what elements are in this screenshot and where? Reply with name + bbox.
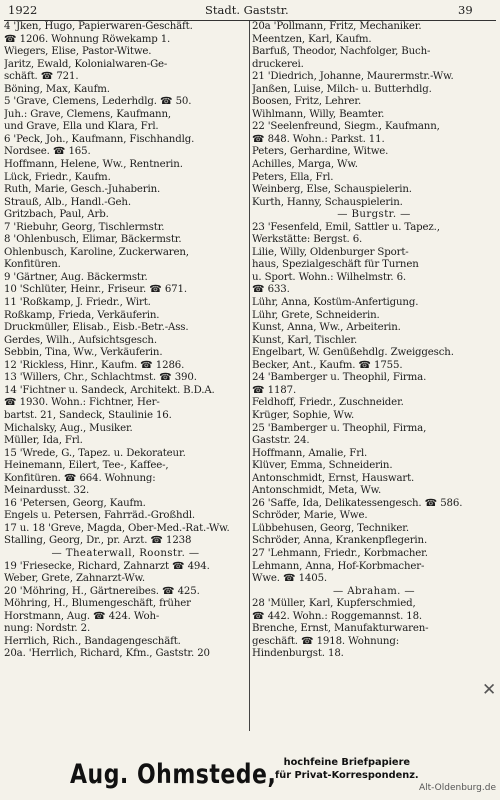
directory-entry-line: Kunst, Anna, Ww., Arbeiterin. xyxy=(252,322,401,334)
directory-entry-line: Engels u. Petersen, Fahrräd.-Großhdl. xyxy=(4,510,196,522)
directory-entry-line: Lühr, Grete, Schneiderin. xyxy=(252,309,380,321)
advert-brand: Aug. Ohmstede, xyxy=(70,760,277,790)
directory-entry-line: Engelbart, W. Genüßehdlg. Zweiggesch. xyxy=(252,347,454,359)
directory-entry-line: 14 'Fichtner u. Sandeck, Architekt. B.D.A. xyxy=(4,384,215,396)
right-column xyxy=(252,21,496,746)
header-year: 1922 xyxy=(8,3,38,17)
directory-entry-line: ☎ 848. Wohn.: Parkst. 11. xyxy=(252,133,385,145)
directory-entry-line: 27 'Lehmann, Friedr., Korbmacher. xyxy=(252,547,428,559)
directory-entry-line: 9 'Gärtner, Aug. Bäckermstr. xyxy=(4,271,148,283)
section-heading: — Theaterwall, Roonstr. — xyxy=(51,547,200,559)
section-heading: — Abraham. — xyxy=(332,585,415,597)
directory-entry-line: Becker, Ant., Kaufm. ☎ 1755. xyxy=(252,359,403,371)
directory-entry-line: Sebbin, Tina, Ww., Verkäuferin. xyxy=(4,347,163,359)
directory-entry-line: Ohlenbusch, Karoline, Zuckerwaren, xyxy=(4,246,189,258)
column-divider xyxy=(249,21,250,731)
directory-entry-line: Kunst, Karl, Tischler. xyxy=(252,334,358,346)
directory-entry-line: 20a 'Pollmann, Fritz, Mechaniker. xyxy=(252,21,422,32)
directory-entry-line: Horstmann, Aug. ☎ 424. Woh- xyxy=(4,610,160,622)
directory-entry-line: Schröder, Marie, Wwe. xyxy=(252,510,368,522)
directory-entry-line: Lilie, Willy, Oldenburger Sport- xyxy=(252,246,409,258)
directory-entry-line: 12 'Rickless, Hinr., Kaufm. ☎ 1286. xyxy=(4,359,185,371)
directory-entry-line: nung: Nordstr. 2. xyxy=(4,623,91,635)
directory-entry-line: ☎ 1206. Wohnung Röwekamp 1. xyxy=(4,33,171,45)
margin-x-mark: ✕ xyxy=(482,680,497,700)
header-title: Stadt. Gaststr. xyxy=(205,3,289,17)
directory-entry-line: Antonschmidt, Ernst, Hauswart. xyxy=(252,472,415,484)
directory-entry-line: Hoffmann, Helene, Ww., Rentnerin. xyxy=(4,159,183,171)
advert-tagline-line-1: hochfeine Briefpapiere xyxy=(283,757,411,768)
directory-entry-line: Möhring, H., Blumengeschäft, früher xyxy=(4,598,191,610)
left-column xyxy=(4,21,247,746)
directory-entry-line: Strauß, Alb., Handl.-Geh. xyxy=(4,196,131,208)
directory-entry-line: Peters, Gerhardine, Witwe. xyxy=(252,146,389,158)
advert-tagline xyxy=(275,756,419,782)
directory-entry-line: druckerei. xyxy=(252,58,304,70)
directory-entry-line: Konfitüren. xyxy=(4,259,61,271)
directory-entry-line: 10 'Schlüter, Heinr., Friseur. ☎ 671. xyxy=(4,284,187,296)
directory-entry-line: 21 'Diedrich, Johanne, Maurermstr.-Ww. xyxy=(252,71,454,83)
directory-entry-line: Janßen, Luise, Milch- u. Butterhdlg. xyxy=(252,83,432,95)
directory-entry-line: 13 'Willers, Chr., Schlachtmst. ☎ 390. xyxy=(4,372,197,384)
directory-entry-line: Achilles, Marga, Ww. xyxy=(252,159,358,171)
directory-entry-line: Brenche, Ernst, Manufakturwaren- xyxy=(252,623,429,635)
section-heading: — Burgstr. — xyxy=(337,209,411,221)
directory-entry-line: Lück, Friedr., Kaufm. xyxy=(4,171,111,183)
directory-entry-line: bartst. 21, Sandeck, Staulinie 16. xyxy=(4,409,172,421)
directory-entry-line: 15 'Wrede, G., Tapez. u. Dekorateur. xyxy=(4,447,186,459)
directory-entry-line: 20a. 'Herrlich, Richard, Kfm., Gaststr. 20 xyxy=(4,648,210,660)
directory-entry-line: 16 'Petersen, Georg, Kaufm. xyxy=(4,497,146,509)
directory-entry-line: Roßkamp, Frieda, Verkäuferin. xyxy=(4,309,160,321)
directory-entry-line: Werkstätte: Bergst. 6. xyxy=(252,234,363,246)
directory-entry-line: Druckmüller, Elisab., Eisb.-Betr.-Ass. xyxy=(4,322,189,334)
directory-entry-line: 22 'Seelenfreund, Siegm., Kaufmann, xyxy=(252,121,440,133)
directory-entry-line: ☎ 633. xyxy=(252,284,290,296)
directory-entry-line: Juh.: Grave, Clemens, Kaufmann, xyxy=(4,108,171,120)
directory-entry-line: Herrlich, Rich., Bandagengeschäft. xyxy=(4,635,181,647)
directory-entry-line: Schröder, Anna, Krankenpflegerin. xyxy=(252,535,428,547)
directory-entry-line: Barfuß, Theodor, Nachfolger, Buch- xyxy=(252,46,431,58)
directory-entry-line: Lehmann, Anna, Hof-Korbmacher- xyxy=(252,560,425,572)
directory-entry-line: Hindenburgst. 18. xyxy=(252,648,344,660)
directory-entry-line: 4 'Jken, Hugo, Papierwaren-Geschäft. xyxy=(4,21,193,32)
directory-entry-line: ☎ 442. Wohn.: Roggemannst. 18. xyxy=(252,610,423,622)
directory-entry-line: Heinemann, Eilert, Tee-, Kaffee-, xyxy=(4,460,169,472)
directory-entry-line: 19 'Friesecke, Richard, Zahnarzt ☎ 494. xyxy=(4,560,210,572)
directory-entry-line: Michalsky, Aug., Musiker. xyxy=(4,422,133,434)
directory-entry-line: Hoffmann, Amalie, Frl. xyxy=(252,447,368,459)
directory-entry-line: Wwe. ☎ 1405. xyxy=(252,573,327,585)
advert-tagline-line-2: für Privat-Korrespondenz. xyxy=(275,770,419,781)
watermark: Alt-Oldenburg.de xyxy=(418,783,496,793)
directory-entry-line: ☎ 1187. xyxy=(252,384,297,396)
directory-entry-line: Lühr, Anna, Kostüm-Anfertigung. xyxy=(252,297,419,309)
directory-entry-line: ☎ 1930. Wohn.: Fichtner, Her- xyxy=(4,397,160,409)
directory-entry-line: u. Sport. Wohn.: Wilhelmstr. 6. xyxy=(252,271,406,283)
directory-entry-line: Wiegers, Elise, Pastor-Witwe. xyxy=(4,46,152,58)
directory-entry-line: Feldhoff, Friedr., Zuschneider. xyxy=(252,397,404,409)
directory-entry-line: 11 'Roßkamp, J. Friedr., Wirt. xyxy=(4,297,151,309)
directory-entry-line: 24 'Bamberger u. Theophil, Firma. xyxy=(252,372,427,384)
directory-entry-line: Weinberg, Else, Schauspielerin. xyxy=(252,184,412,196)
directory-entry-line: Antonschmidt, Meta, Ww. xyxy=(252,485,382,497)
directory-entry-line: 5 'Grave, Clemens, Lederhdlg. ☎ 50. xyxy=(4,96,192,108)
directory-entry-line: Klüver, Emma, Schneiderin. xyxy=(252,460,393,472)
header-page-number: 39 xyxy=(458,3,473,17)
advertisement-footer xyxy=(0,752,500,796)
directory-entry-line: Weber, Grete, Zahnarzt-Ww. xyxy=(4,573,145,585)
directory-entry-line: 7 'Riebuhr, Georg, Tischlermstr. xyxy=(4,221,165,233)
directory-entry-line: geschäft. ☎ 1918. Wohnung: xyxy=(252,635,400,647)
directory-entry-line: Böning, Max, Kaufm. xyxy=(4,83,110,95)
directory-entry-line: Boosen, Fritz, Lehrer. xyxy=(252,96,362,108)
directory-entry-line: 25 'Bamberger u. Theophil, Firma, xyxy=(252,422,427,434)
directory-entry-line: Krüger, Sophie, Ww. xyxy=(252,409,355,421)
directory-entry-line: 23 'Fesenfeld, Emil, Sattler u. Tapez., xyxy=(252,221,440,233)
directory-entry-line: 6 'Peck, Joh., Kaufmann, Fischhandlg. xyxy=(4,133,195,145)
directory-entry-line: Gerdes, Wilh., Aufsichtsgesch. xyxy=(4,334,157,346)
directory-entry-line: schäft. ☎ 721. xyxy=(4,71,79,83)
directory-entry-line: 26 'Saffe, Ida, Delikatessengesch. ☎ 586. xyxy=(252,497,463,509)
directory-entry-line: Meinardusst. 32. xyxy=(4,485,90,497)
directory-entry-line: Gaststr. 24. xyxy=(252,435,310,447)
directory-entry-line: und Grave, Ella und Klara, Frl. xyxy=(4,121,159,133)
directory-entry-line: Peters, Ella, Frl. xyxy=(252,171,334,183)
directory-entry-line: Jaritz, Ewald, Kolonialwaren-Ge- xyxy=(4,58,168,70)
directory-entry-line: 20 'Möhring, H., Gärtnereibes. ☎ 425. xyxy=(4,585,200,597)
directory-entry-line: Nordsee. ☎ 165. xyxy=(4,146,91,158)
directory-entry-line: Müller, Ida, Frl. xyxy=(4,435,83,447)
page-header xyxy=(0,3,500,19)
directory-entry-line: Stalling, Georg, Dr., pr. Arzt. ☎ 1238 xyxy=(4,535,192,547)
directory-entry-line: Gritzbach, Paul, Arb. xyxy=(4,209,109,221)
directory-entry-line: Wihlmann, Willy, Beamter. xyxy=(252,108,385,120)
directory-entry-line: haus, Spezialgeschäft für Turnen xyxy=(252,259,419,271)
directory-entry-line: Konfitüren. ☎ 664. Wohnung: xyxy=(4,472,156,484)
directory-entry-line: Meentzen, Karl, Kaufm. xyxy=(252,33,372,45)
directory-entry-line: 28 'Müller, Karl, Kupferschmied, xyxy=(252,598,416,610)
directory-entry-line: Lübbehusen, Georg, Techniker. xyxy=(252,522,409,534)
directory-entry-line: Kurth, Hanny, Schauspielerin. xyxy=(252,196,403,208)
directory-entry-line: 8 'Ohlenbusch, Elimar, Bäckermstr. xyxy=(4,234,182,246)
directory-entry-line: Ruth, Marie, Gesch.-Juhaberin. xyxy=(4,184,161,196)
directory-entry-line: 17 u. 18 'Greve, Magda, Ober-Med.-Rat.-Ww. xyxy=(4,522,230,534)
